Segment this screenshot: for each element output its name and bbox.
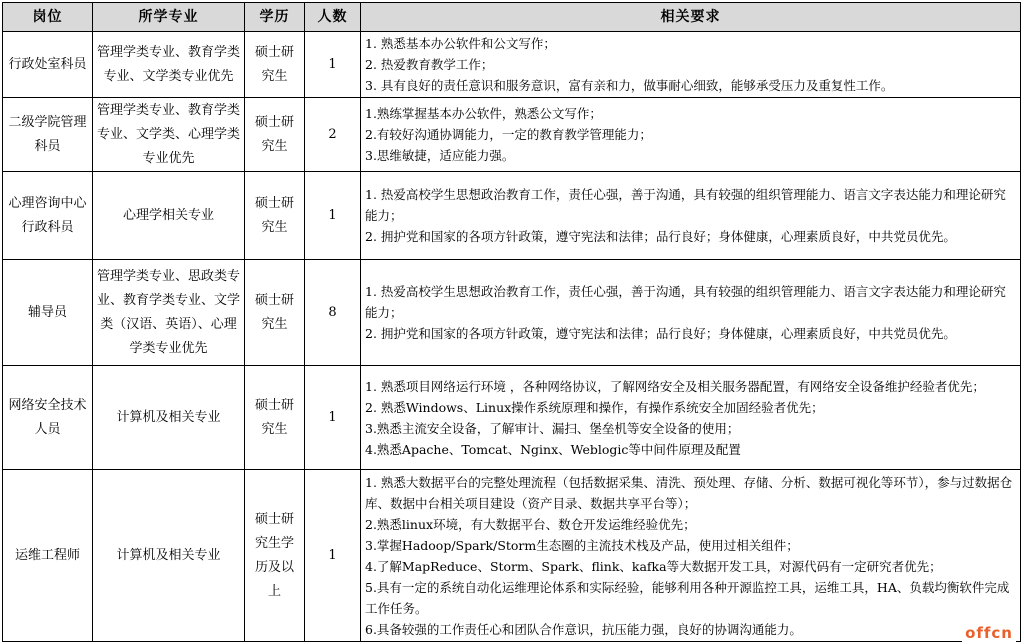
- requirements-cell: [361, 172, 1021, 260]
- position-cell: 二级学院管理科员: [3, 98, 93, 172]
- requirement-line: 3.思维敏捷，适应能力强。: [365, 148, 515, 163]
- recruitment-table: [2, 2, 1021, 642]
- major-cell: 心理学相关专业: [93, 172, 245, 260]
- header-major: 所学专业: [93, 3, 245, 32]
- requirement-line: 1.熟练掌握基本办公软件，熟悉公文写作；: [365, 106, 602, 121]
- header-row: [3, 3, 1021, 32]
- major-cell: 计算机及相关专业: [93, 366, 245, 470]
- requirement-line: 2. 拥护党和国家的各项方针政策，遵守宪法和法律；品行良好；身体健康，心理素质良好，中共党员优先。: [365, 229, 956, 244]
- major-cell: 管理学类专业、思政类专业、教育学类专业、文学类（汉语、英语）、心理学类专业优先: [93, 260, 245, 366]
- table-row: [3, 260, 1021, 366]
- education-cell: 硕士研究生: [245, 98, 305, 172]
- table-row: [3, 470, 1021, 642]
- requirement-line: 3.掌握Hadoop/Spark/Storm生态圈的主流技术栈及产品，使用过相关组件；: [365, 537, 799, 553]
- requirement-line: 2. 熟悉Windows、Linux操作系统原理和操作，有操作系统安全加固经验者优先；: [365, 399, 824, 415]
- education-cell: 硕士研究生: [245, 366, 305, 470]
- requirement-line: 5.具有一定的系统自动化运维理论体系和实际经验，能够利用各种开源监控工具，运维工具，HA、负载均衡软件完成工作任务。: [365, 579, 1010, 616]
- requirement-line: 3. 具有良好的责任意识和服务意识，富有亲和力，做事耐心细致，能够承受压力及重复性工作。: [365, 78, 894, 93]
- requirement-line: 1. 热爱高校学生思想政治教育工作，责任心强，善于沟通，具有较强的组织管理能力、语言文字表达能力和理论研究能力；: [365, 187, 1006, 223]
- requirements-cell: [361, 470, 1021, 642]
- major-cell: 计算机及相关专业: [93, 470, 245, 642]
- education-cell: 硕士研究生: [245, 172, 305, 260]
- position-cell: 行政处室科员: [3, 32, 93, 98]
- table-row: [3, 366, 1021, 470]
- count-cell: 8: [305, 260, 361, 366]
- count-cell: 1: [305, 172, 361, 260]
- header-count: 人数: [305, 3, 361, 32]
- header-education: 学历: [245, 3, 305, 32]
- position-cell: 心理咨询中心行政科员: [3, 172, 93, 260]
- requirement-line: 1. 熟悉项目网络运行环境 ，各种网络协议，了解网络安全及相关服务器配置，有网络安全设备维护经验者优先；: [365, 378, 985, 394]
- table-row: [3, 32, 1021, 98]
- requirement-line: 6.具备较强的工作责任心和团队合作意识，抗压能力强，良好的协调沟通能力。: [365, 621, 802, 637]
- requirements-cell: [361, 32, 1021, 98]
- header-position: 岗位: [3, 3, 93, 32]
- table-row: [3, 98, 1021, 172]
- major-cell: 管理学类专业、教育学类专业、文学类、心理学类专业优先: [93, 98, 245, 172]
- education-cell: 硕士研究生学历及以上: [245, 470, 305, 642]
- requirement-line: 2.熟悉linux环境，有大数据平台、数仓开发运维经验优先；: [365, 516, 696, 532]
- count-cell: 1: [305, 32, 361, 98]
- requirement-line: 3.熟悉主流安全设备，了解审计、漏扫、堡垒机等安全设备的使用；: [365, 420, 740, 436]
- requirement-line: 2. 拥护党和国家的各项方针政策，遵守宪法和法律；品行良好；身体健康，心理素质良好，中共党员优先。: [365, 326, 956, 341]
- requirement-line: 2. 热爱教育教学工作；: [365, 57, 494, 72]
- position-cell: 运维工程师: [3, 470, 93, 642]
- position-cell: 网络安全技术人员: [3, 366, 93, 470]
- position-cell: 辅导员: [3, 260, 93, 366]
- requirement-line: 1. 熟悉大数据平台的完整处理流程（包括数据采集、清洗、预处理、存储、分析、数据可视化等环节），参与过数据仓库、数据中台相关项目建设（资产目录、数据共享平台等）；: [365, 474, 1013, 511]
- requirement-line: 4.了解MapReduce、Storm、Spark、flink、kafka等大数据开发工具，对源代码有一定研究者优先；: [365, 558, 942, 574]
- count-cell: 2: [305, 98, 361, 172]
- requirement-line: 2.有较好沟通协调能力，一定的教育教学管理能力；: [365, 127, 652, 142]
- requirement-line: 4.熟悉Apache、Tomcat、Nginx、Weblogic等中间件原理及配置: [365, 441, 741, 457]
- header-requirements: 相关要求: [361, 3, 1021, 32]
- major-cell: 管理学类专业、教育学类专业、文学类专业优先: [93, 32, 245, 98]
- requirement-line: 1. 熟悉基本办公软件和公文写作；: [365, 36, 556, 51]
- education-cell: 硕士研究生: [245, 260, 305, 366]
- table-row: [3, 172, 1021, 260]
- education-cell: 硕士研究生: [245, 32, 305, 98]
- requirements-cell: [361, 260, 1021, 366]
- count-cell: 1: [305, 366, 361, 470]
- count-cell: 1: [305, 470, 361, 642]
- requirements-cell: [361, 366, 1021, 470]
- requirement-line: 1. 热爱高校学生思想政治教育工作，责任心强，善于沟通，具有较强的组织管理能力、语言文字表达能力和理论研究能力；: [365, 284, 1006, 320]
- offcn-watermark: offcn: [962, 624, 1016, 642]
- requirements-cell: [361, 98, 1021, 172]
